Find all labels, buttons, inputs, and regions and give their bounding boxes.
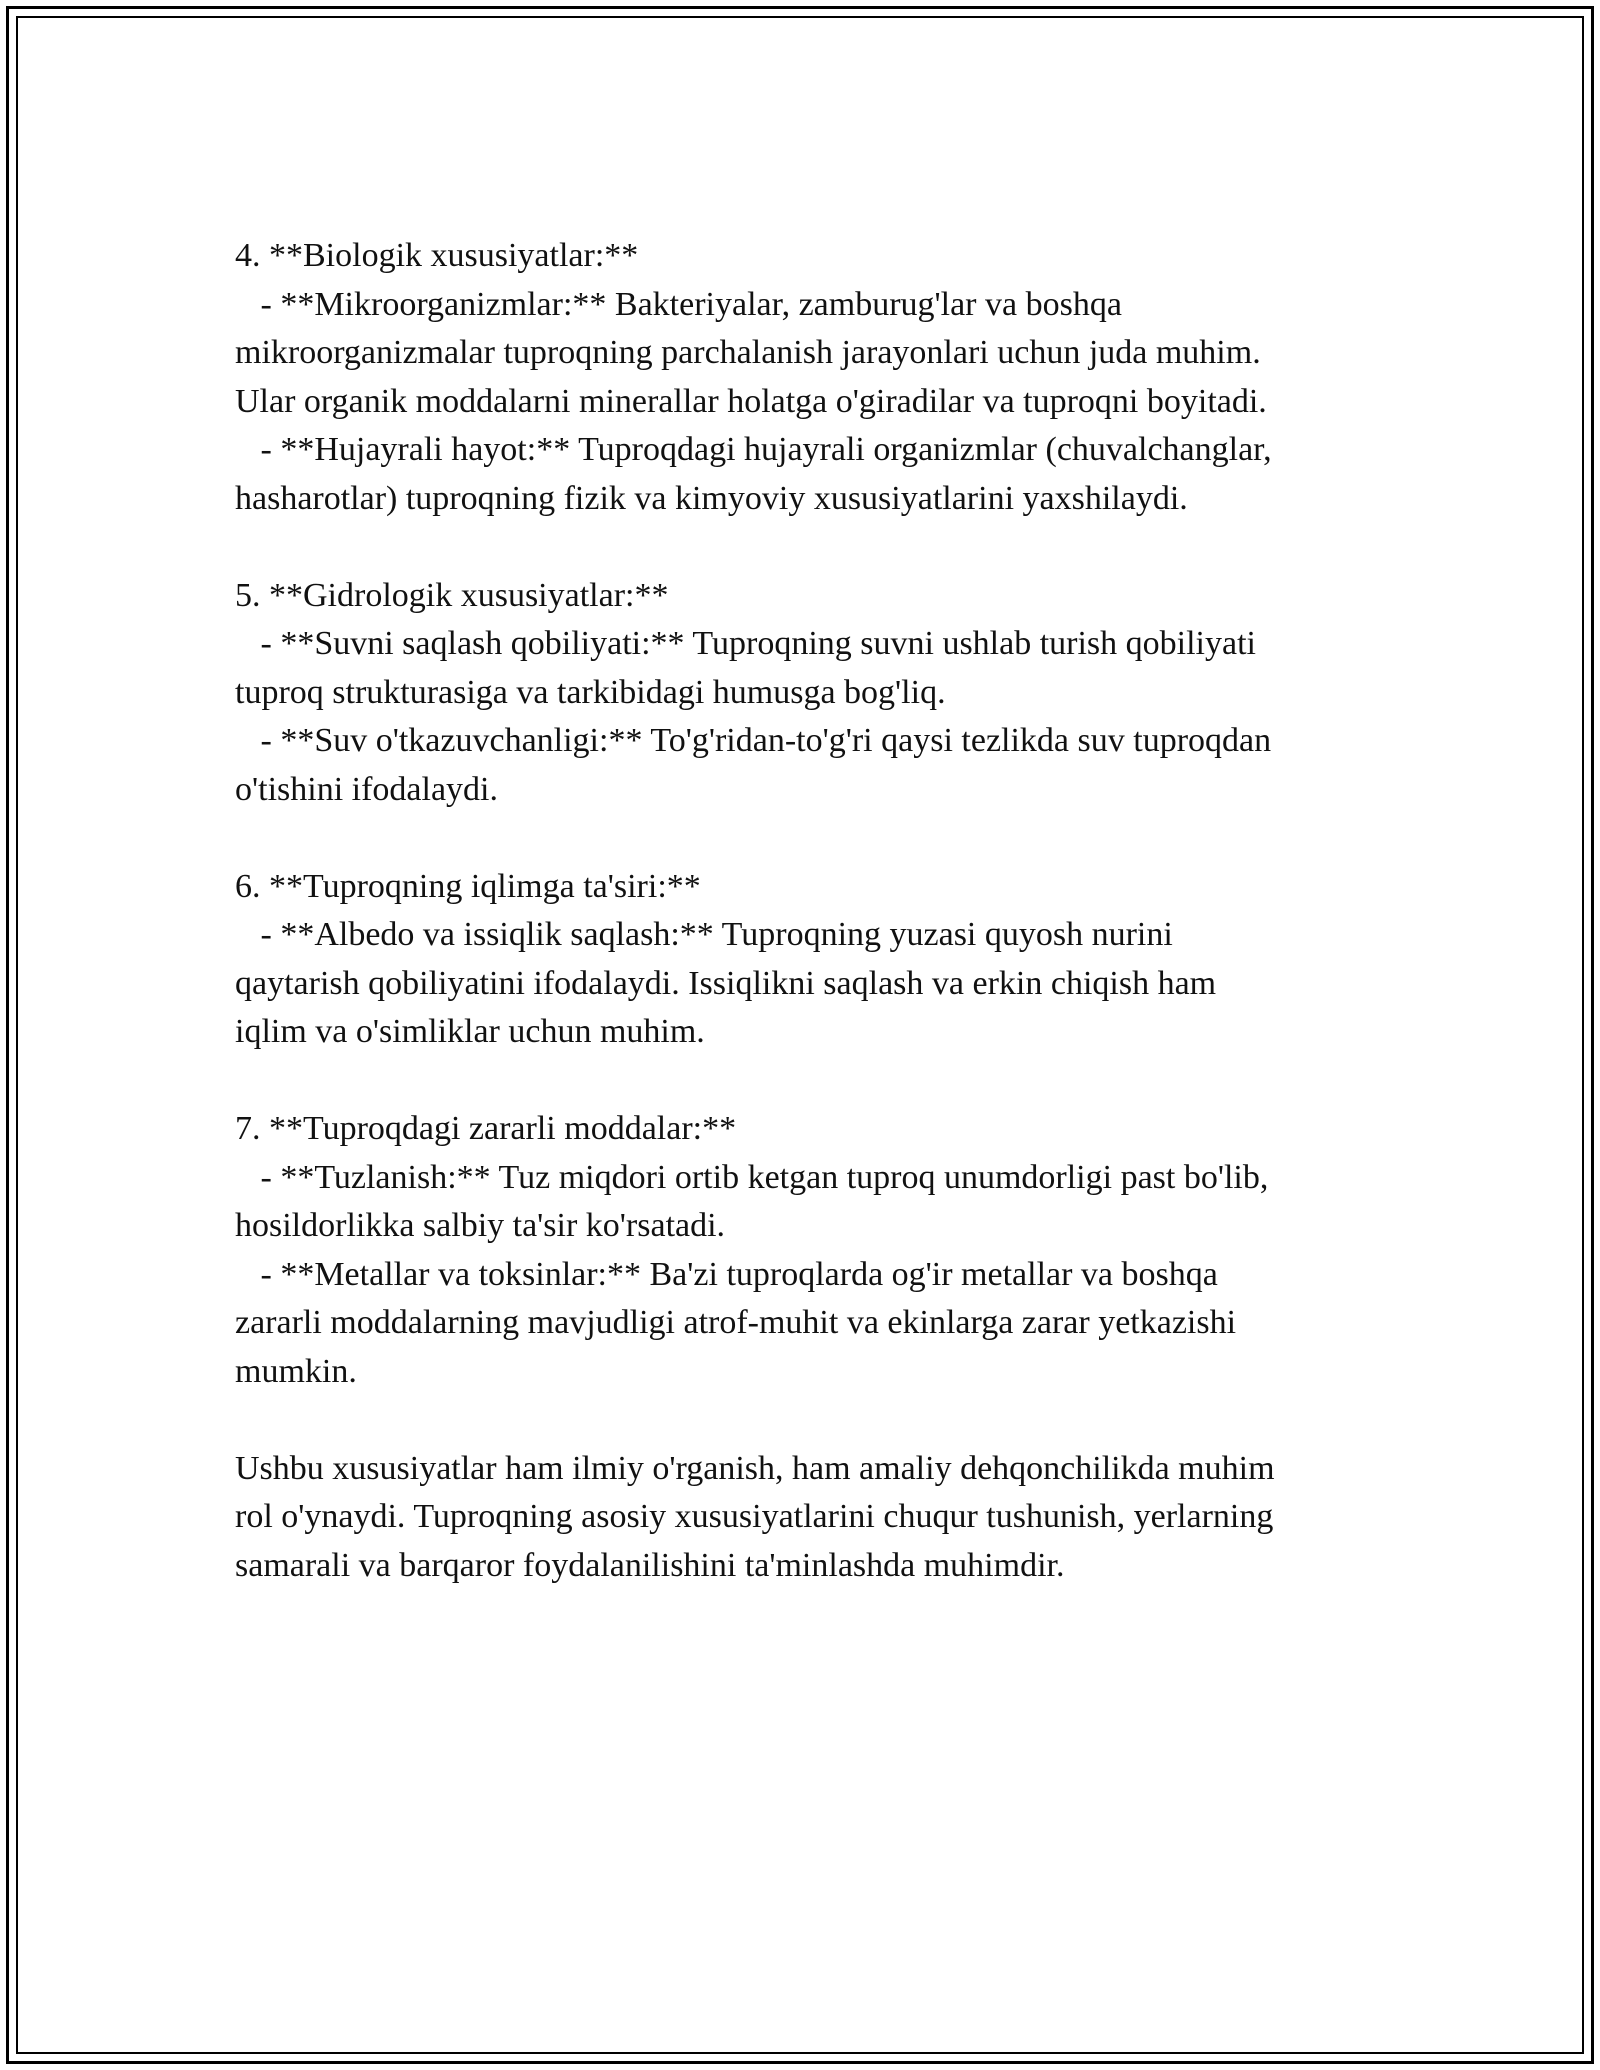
paragraph-gap [235,1396,1395,1445]
document-body [235,232,1395,1590]
section-heading: 5. **Gidrologik xususiyatlar:** [235,576,669,614]
section-heading: 4. **Biologik xususiyatlar:** [235,237,639,274]
text-line: mikroorganizmalar tuproqning parchalanish jarayonlari uchun juda muhim. [235,334,1261,371]
paragraph-gap [235,523,1395,572]
text-line: Ular organik moddalarni minerallar holatga o'giradilar va tuproqni boyitadi. [235,382,1267,420]
section-zararli-moddalar [235,1105,1395,1396]
text-line: samarali va barqaror foydalanilishini ta'minlashda muhimdir. [235,1546,1065,1584]
paragraph-gap [235,814,1395,863]
section-heading: 7. **Tuproqdagi zararli moddalar:** [235,1110,737,1147]
section-biologik [235,232,1395,523]
text-line: hosildorlikka salbiy ta'sir ko'rsatadi. [235,1207,726,1244]
text-line: mumkin. [235,1352,357,1390]
section-iqlim [235,863,1395,1057]
bullet-line: - **Albedo va issiqlik saqlash:** Tuproqning yuzasi quyosh nurini [235,916,1173,953]
text-line: o'tishini ifodalaydi. [235,770,498,808]
text-line: iqlim va o'simliklar uchun muhim. [235,1013,705,1050]
conclusion-paragraph [235,1445,1395,1591]
text-line: qaytarish qobiliyatini ifodalaydi. Issiqlikni saqlash va erkin chiqish ham [235,964,1217,1002]
bullet-line: - **Hujayrali hayot:** Tuproqdagi hujayrali organizmlar (chuvalchanglar, [235,431,1272,468]
paragraph-gap [235,1057,1395,1106]
bullet-line: - **Suv o'tkazuvchanligi:** To'g'ridan-to'g'ri qaysi tezlikda suv tuproqdan [235,722,1272,759]
section-heading: 6. **Tuproqning iqlimga ta'siri:** [235,867,701,905]
bullet-line: - **Tuzlanish:** Tuz miqdori ortib ketgan tuproq unumdorligi past bo'lib, [235,1158,1269,1196]
bullet-line: - **Metallar va toksinlar:** Ba'zi tuproqlarda og'ir metallar va boshqa [235,1255,1218,1293]
section-gidrologik [235,572,1395,815]
text-line: hasharotlar) tuproqning fizik va kimyoviy xususiyatlarini yaxshilaydi. [235,479,1188,517]
text-line: zararli moddalarning mavjudligi atrof-muhit va ekinlarga zarar yetkazishi [235,1304,1237,1341]
text-line: rol o'ynaydi. Tuproqning asosiy xususiyatlarini chuqur tushunish, yerlarning [235,1498,1274,1535]
text-line: Ushbu xususiyatlar ham ilmiy o'rganish, ham amaliy dehqonchilikda muhim [235,1449,1275,1487]
text-line: tuproq strukturasiga va tarkibidagi humusga bog'liq. [235,673,946,711]
bullet-line: - **Suvni saqlash qobiliyati:** Tuproqning suvni ushlab turish qobiliyati [235,625,1256,662]
bullet-line: - **Mikroorganizmlar:** Bakteriyalar, zamburug'lar va boshqa [235,285,1122,323]
